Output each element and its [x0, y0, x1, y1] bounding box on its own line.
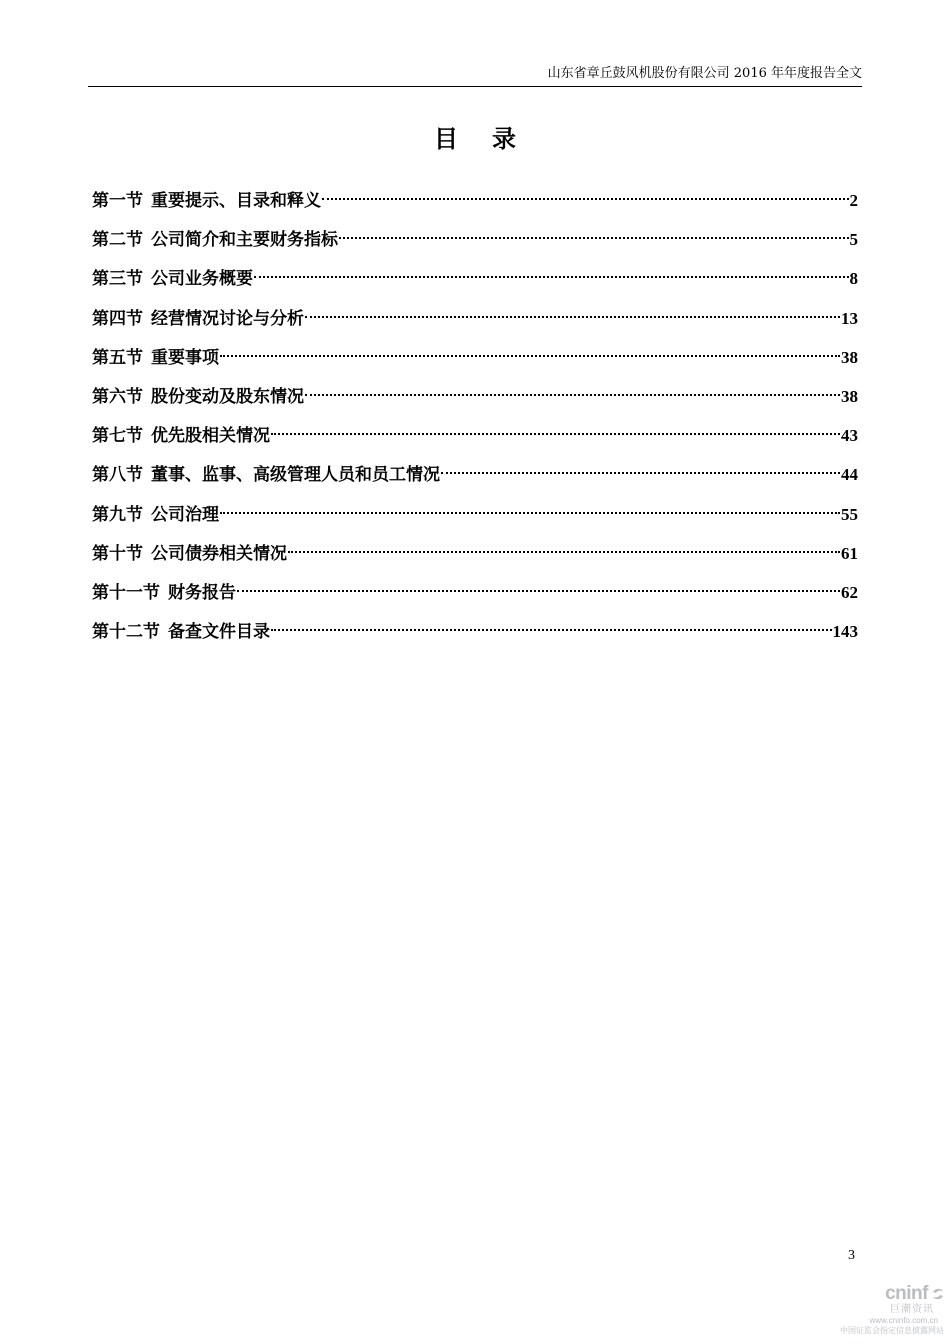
toc-section-number: 第二节 [92, 230, 143, 251]
toc-page-number: 62 [841, 582, 858, 602]
toc-entry[interactable] [92, 296, 858, 335]
toc-dot-leader [305, 296, 840, 324]
toc-entry[interactable] [92, 492, 858, 531]
watermark-url: www.cninfo.com.cn [869, 1316, 938, 1325]
cninfo-swirl-icon [930, 1286, 946, 1302]
toc-section-number: 第十一节 [92, 582, 160, 603]
toc-dot-leader [254, 256, 849, 284]
toc-entry[interactable] [92, 609, 858, 648]
toc-page-number: 43 [841, 426, 858, 446]
toc-page-number: 38 [841, 347, 858, 367]
toc-dot-leader [220, 492, 840, 520]
cninfo-watermark [836, 1284, 946, 1340]
toc-section-title: 财务报告 [168, 582, 236, 603]
toc-dot-leader [322, 178, 849, 206]
toc-dot-leader [237, 570, 840, 598]
toc-page-number: 55 [841, 504, 858, 524]
toc-entry[interactable] [92, 335, 858, 374]
toc-section-number: 第七节 [92, 426, 143, 447]
toc-entry[interactable] [92, 217, 858, 256]
toc-dot-leader [441, 452, 840, 480]
toc-section-title: 董事、监事、高级管理人员和员工情况 [151, 465, 440, 486]
toc-section-title: 公司业务概要 [151, 269, 253, 290]
toc-section-title: 公司债券相关情况 [151, 543, 287, 564]
toc-section-number: 第六节 [92, 386, 143, 407]
toc-section-number: 第十二节 [92, 622, 160, 643]
toc-page-number: 44 [841, 465, 858, 485]
toc-entry[interactable] [92, 178, 858, 217]
toc-section-number: 第九节 [92, 504, 143, 525]
toc-page-number: 8 [849, 269, 858, 289]
table-of-contents [92, 178, 858, 648]
toc-entry[interactable] [92, 413, 858, 452]
toc-section-title: 股份变动及股东情况 [151, 386, 304, 407]
toc-page-number: 38 [841, 386, 858, 406]
toc-page-number: 5 [849, 230, 858, 250]
watermark-logo [836, 1284, 946, 1304]
toc-section-number: 第三节 [92, 269, 143, 290]
toc-section-number: 第十节 [92, 543, 143, 564]
toc-section-number: 第八节 [92, 465, 143, 486]
toc-dot-leader [271, 609, 832, 637]
toc-dot-leader [305, 374, 840, 402]
toc-page-number: 143 [832, 622, 858, 642]
toc-section-number: 第四节 [92, 308, 143, 329]
toc-entry[interactable] [92, 570, 858, 609]
toc-dot-leader [220, 335, 840, 363]
header-text: 山东省章丘鼓风机股份有限公司 2016 年年度报告全文 [547, 66, 862, 81]
page-header [88, 66, 862, 87]
toc-section-title: 公司简介和主要财务指标 [151, 230, 338, 251]
toc-section-title: 优先股相关情况 [151, 426, 270, 447]
toc-section-number: 第一节 [92, 191, 143, 211]
toc-entry[interactable] [92, 452, 858, 491]
toc-dot-leader [288, 531, 840, 559]
page-number: 3 [848, 1248, 855, 1263]
toc-entry[interactable] [92, 531, 858, 570]
toc-section-title: 重要提示、目录和释义 [151, 191, 321, 211]
toc-section-title: 备查文件目录 [168, 622, 270, 643]
toc-section-title: 重要事项 [151, 347, 219, 368]
toc-page-number: 61 [841, 543, 858, 563]
watermark-tagline: 中国证监会指定信息披露网站 [840, 1326, 944, 1335]
toc-dot-leader [339, 217, 849, 245]
toc-page-number: 13 [841, 308, 858, 328]
toc-entry[interactable] [92, 256, 858, 295]
toc-section-title: 公司治理 [151, 504, 219, 525]
toc-entry[interactable] [92, 374, 858, 413]
page-title: 目录 [434, 124, 550, 153]
watermark-logo-text: cninf [885, 1283, 928, 1304]
watermark-name: 巨潮资讯 [890, 1304, 934, 1315]
toc-dot-leader [271, 413, 840, 441]
toc-page-number: 2 [849, 191, 858, 210]
toc-section-title: 经营情况讨论与分析 [151, 308, 304, 329]
toc-section-number: 第五节 [92, 347, 143, 368]
